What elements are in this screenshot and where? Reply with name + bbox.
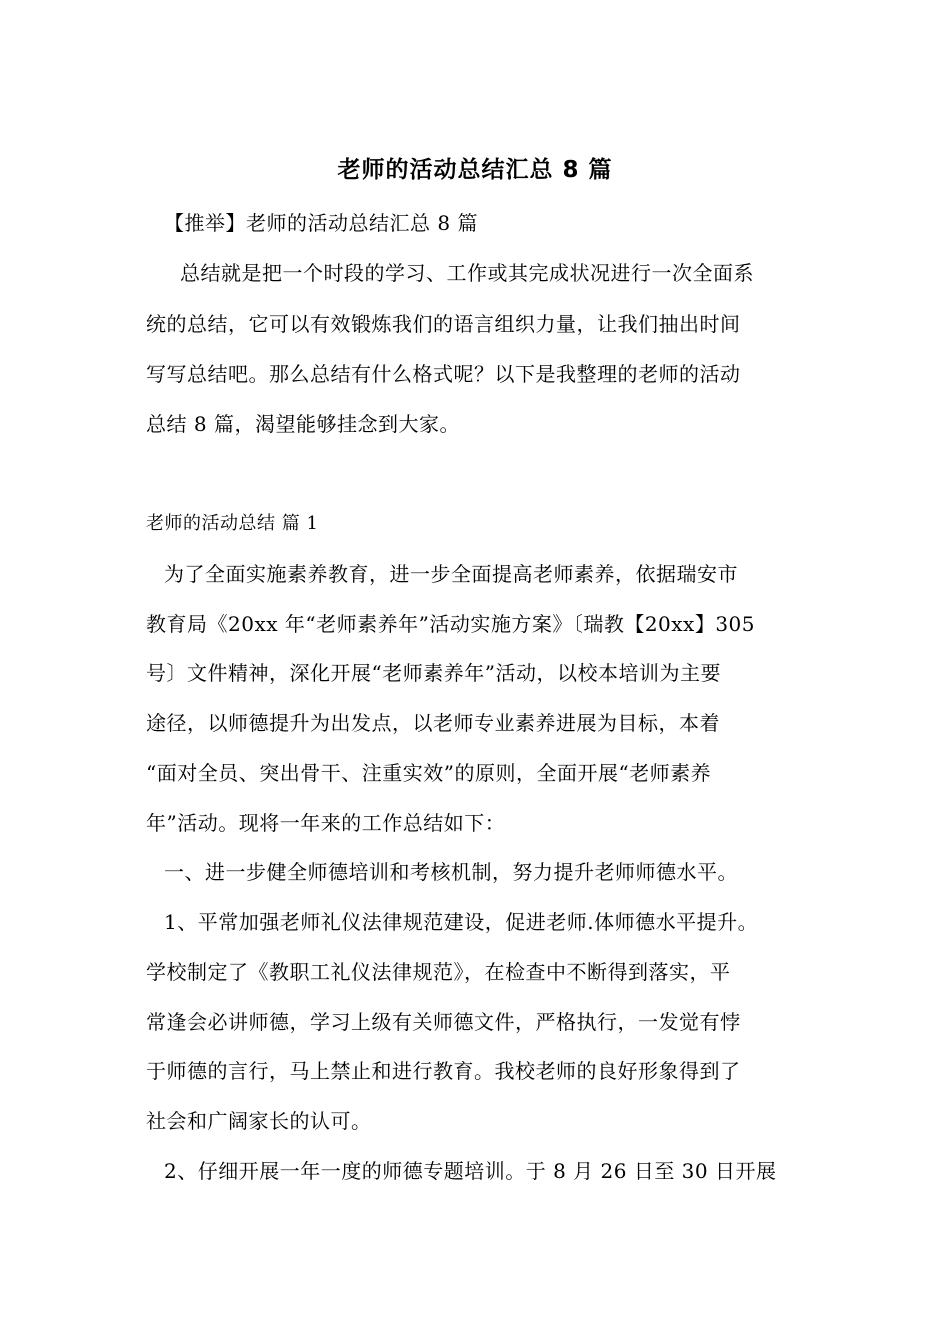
body-line: 1、平常加强老师礼仪法律规范建设，促进老师.体师德水平提升。	[164, 910, 759, 934]
body-line: 于师德的言行，马上禁止和进行教育。我校老师的良好形象得到了	[146, 1059, 741, 1083]
body-line: 一、进一步健全师德培训和考核机制，努力提升老师师德水平。	[164, 860, 738, 884]
body-line: 常逢会必讲师德，学习上级有关师德文件，严格执行，一发觉有悖	[146, 1010, 741, 1034]
body-line: 途径，以师德提升为出发点，以老师专业素养进展为目标，本着	[146, 711, 720, 735]
recommend-line: 【推举】老师的活动总结汇总 8 篇	[164, 211, 478, 235]
intro-line: 总结 8 篇，渴望能够挂念到大家。	[146, 412, 460, 436]
intro-line: 总结就是把一个时段的学习、工作或其完成状况进行一次全面系	[180, 261, 754, 285]
body-line: “面对全员、突出骨干、注重实效”的原则，全面开展“老师素养	[146, 761, 712, 785]
body-line: 学校制定了《教职工礼仪法律规范》，在检查中不断得到落实，平	[146, 960, 731, 984]
document-title: 老师的活动总结汇总 8 篇	[337, 157, 613, 183]
body-line: 2、仔细开展一年一度的师德专题培训。于 8 月 26 日至 30 日开展	[164, 1159, 777, 1183]
body-line: 教育局《20xx 年“老师素养年”活动实施方案》〔瑞教【20xx】305	[146, 612, 755, 636]
intro-line: 写写总结吧。那么总结有什么格式呢？以下是我整理的老师的活动	[146, 362, 741, 386]
body-line: 年”活动。现将一年来的工作总结如下：	[146, 811, 506, 835]
intro-line: 统的总结，它可以有效锻炼我们的语言组织力量，让我们抽出时间	[146, 312, 741, 336]
body-line: 社会和广阔家长的认可。	[146, 1109, 372, 1133]
body-line: 为了全面实施素养教育，进一步全面提高老师素养，依据瑞安市	[164, 562, 738, 586]
section-heading: 老师的活动总结 篇 1	[146, 513, 319, 534]
body-line: 号〕文件精神，深化开展“老师素养年”活动，以校本培训为主要	[146, 661, 721, 685]
